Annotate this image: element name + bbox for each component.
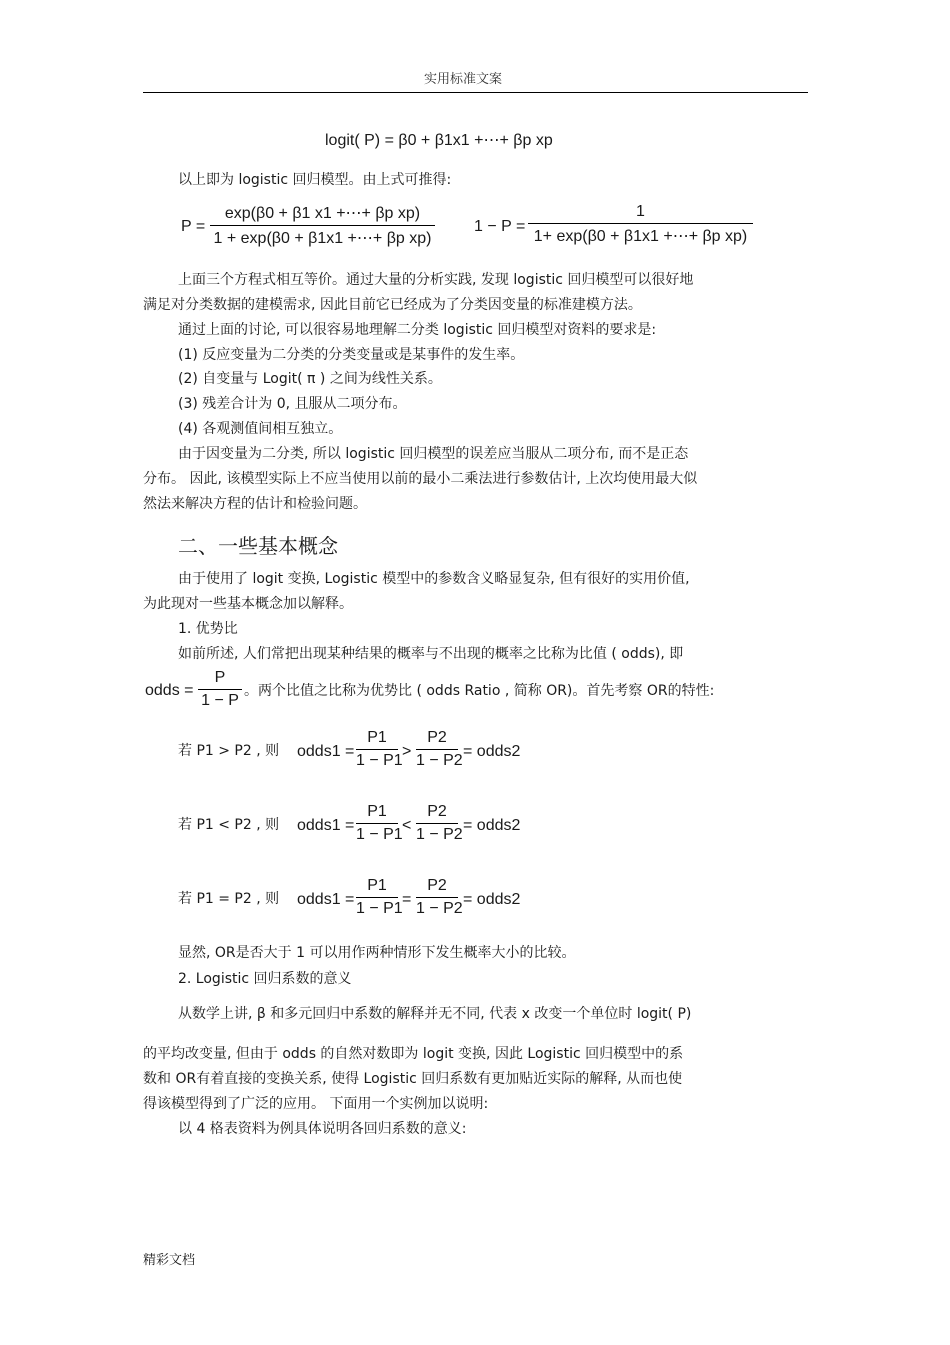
p1-fraction xyxy=(356,877,403,918)
p-eq-lhs: P = xyxy=(181,218,206,235)
paragraph-5-line-1: 由于使用了 logit 变换, Logistic 模型中的参数含义略显复杂, 但有很好的实用价值, xyxy=(178,571,690,587)
p-eq-numerator: exp(β0 + β1 x1 +⋯+ βp xp) xyxy=(224,205,421,222)
paragraph-6-line-2: 。两个比值之比称为优势比 ( odds Ratio , 简称 OR)。首先考察 OR的特性: xyxy=(244,683,715,699)
fraction-bar xyxy=(356,823,398,824)
paragraph-9: 以 4 格表资料为例具体说明各回归系数的意义: xyxy=(178,1121,467,1137)
one-minus-p-numerator: 1 xyxy=(636,203,645,220)
fraction-bar xyxy=(356,749,398,750)
page-footer-text: 精彩文档 xyxy=(143,1253,196,1268)
fraction-bar xyxy=(198,689,242,690)
p2-fraction xyxy=(416,729,463,770)
subsection-2-title: 2. Logistic 回归系数的意义 xyxy=(178,971,352,987)
p2-numerator: P2 xyxy=(427,877,447,894)
condition-3-prefix: 若 P1 = P2 , 则 xyxy=(178,891,280,907)
odds-def-denominator: 1 − P xyxy=(201,692,239,709)
fraction-bar xyxy=(416,897,458,898)
paragraph-7: 显然, OR是否大于 1 可以用作两种情形下发生概率大小的比较。 xyxy=(178,945,576,961)
paragraph-8-line-4: 得该模型得到了广泛的应用。 下面用一个实例加以说明: xyxy=(143,1096,489,1112)
p2-denominator: 1 − P2 xyxy=(416,900,463,917)
condition-1-prefix: 若 P1 > P2 , 则 xyxy=(178,743,280,759)
paragraph-2-line-2: 满足对分类数据的建模需求, 因此目前它已经成为了分类因变量的标准建模方法。 xyxy=(143,297,642,313)
condition-2-prefix: 若 P1 < P2 , 则 xyxy=(178,817,280,833)
logit-equation: logit( P) = β0 + β1x1 +⋯+ βp xp xyxy=(325,132,553,149)
fraction-bar xyxy=(416,749,458,750)
p2-denominator: 1 − P2 xyxy=(416,752,463,769)
odds-def-numerator: P xyxy=(214,669,226,686)
p1-fraction xyxy=(356,803,403,844)
fraction-bar xyxy=(356,897,398,898)
p2-fraction xyxy=(416,877,463,918)
paragraph-8-line-1: 从数学上讲, β 和多元回归中系数的解释并无不同, 代表 x 改变一个单位时 logit( P) xyxy=(178,1006,692,1022)
paragraph-8-line-3: 数和 OR有着直接的变换关系, 使得 Logistic 回归系数有更加贴近实际的解释, 从而也使 xyxy=(143,1071,683,1087)
page-header-title: 实用标准文案 xyxy=(424,72,503,87)
fraction-bar xyxy=(528,223,753,224)
odds2-label: = odds2 xyxy=(463,891,521,908)
p-eq-fraction xyxy=(210,203,435,248)
p1-fraction xyxy=(356,729,403,770)
odds-def-fraction xyxy=(198,669,242,710)
header-rule xyxy=(143,92,808,93)
odds1-label: odds1 = xyxy=(297,817,355,834)
odds2-label: = odds2 xyxy=(463,817,521,834)
requirement-3: (3) 残差合计为 0, 且服从二项分布。 xyxy=(178,396,407,412)
paragraph-4-line-3: 然法来解决方程的估计和检验问题。 xyxy=(143,496,367,512)
odds1-label: odds1 = xyxy=(297,891,355,908)
paragraph-1: 以上即为 logistic 回归模型。由上式可推得: xyxy=(178,172,452,188)
one-minus-p-eq-fraction xyxy=(528,203,753,246)
requirement-1: (1) 反应变量为二分类的分类变量或是某事件的发生率。 xyxy=(178,347,525,363)
p1-denominator: 1 − P1 xyxy=(356,752,403,769)
subsection-1-title: 1. 优势比 xyxy=(178,621,238,637)
p1-numerator: P1 xyxy=(367,803,387,820)
comparison-operator: = xyxy=(402,891,412,908)
odds2-label: = odds2 xyxy=(463,743,521,760)
p1-numerator: P1 xyxy=(367,877,387,894)
odds-def-lhs: odds = xyxy=(145,682,194,699)
paragraph-4-line-1: 由于因变量为二分类, 所以 logistic 回归模型的误差应当服从二项分布, 而不是正态 xyxy=(178,446,689,462)
paragraph-5-line-2: 为此现对一些基本概念加以解释。 xyxy=(143,596,353,612)
one-minus-p-denominator: 1+ exp(β0 + β1x1 +⋯+ βp xp) xyxy=(533,228,748,245)
comparison-operator: < xyxy=(402,817,412,834)
fraction-bar xyxy=(416,823,458,824)
p1-numerator: P1 xyxy=(367,729,387,746)
paragraph-8-line-2: 的平均改变量, 但由于 odds 的自然对数即为 logit 变换, 因此 Logistic 回归模型中的系 xyxy=(143,1046,684,1062)
one-minus-p-eq-lhs: 1 − P = xyxy=(474,218,526,235)
p2-denominator: 1 − P2 xyxy=(416,826,463,843)
p-eq-denominator: 1 + exp(β0 + β1x1 +⋯+ βp xp) xyxy=(213,230,432,247)
p2-fraction xyxy=(416,803,463,844)
p2-numerator: P2 xyxy=(427,803,447,820)
fraction-bar xyxy=(210,225,435,226)
requirement-2: (2) 自变量与 Logit( π ) 之间为线性关系。 xyxy=(178,371,442,387)
paragraph-3: 通过上面的讨论, 可以很容易地理解二分类 logistic 回归模型对资料的要求是: xyxy=(178,322,657,338)
p2-numerator: P2 xyxy=(427,729,447,746)
comparison-operator: > xyxy=(402,743,412,760)
paragraph-2-line-1: 上面三个方程式相互等价。通过大量的分析实践, 发现 logistic 回归模型可以很好地 xyxy=(178,272,694,288)
odds1-label: odds1 = xyxy=(297,743,355,760)
requirement-4: (4) 各观测值间相互独立。 xyxy=(178,421,343,437)
paragraph-6-line-1: 如前所述, 人们常把出现某种结果的概率与不出现的概率之比称为比值 ( odds), 即 xyxy=(178,646,684,662)
p1-denominator: 1 − P1 xyxy=(356,826,403,843)
p1-denominator: 1 − P1 xyxy=(356,900,403,917)
paragraph-4-line-2: 分布。 因此, 该模型实际上不应当使用以前的最小二乘法进行参数估计, 上次均使用最大似 xyxy=(143,471,698,487)
section-heading-2: 二、一些基本概念 xyxy=(178,534,338,558)
